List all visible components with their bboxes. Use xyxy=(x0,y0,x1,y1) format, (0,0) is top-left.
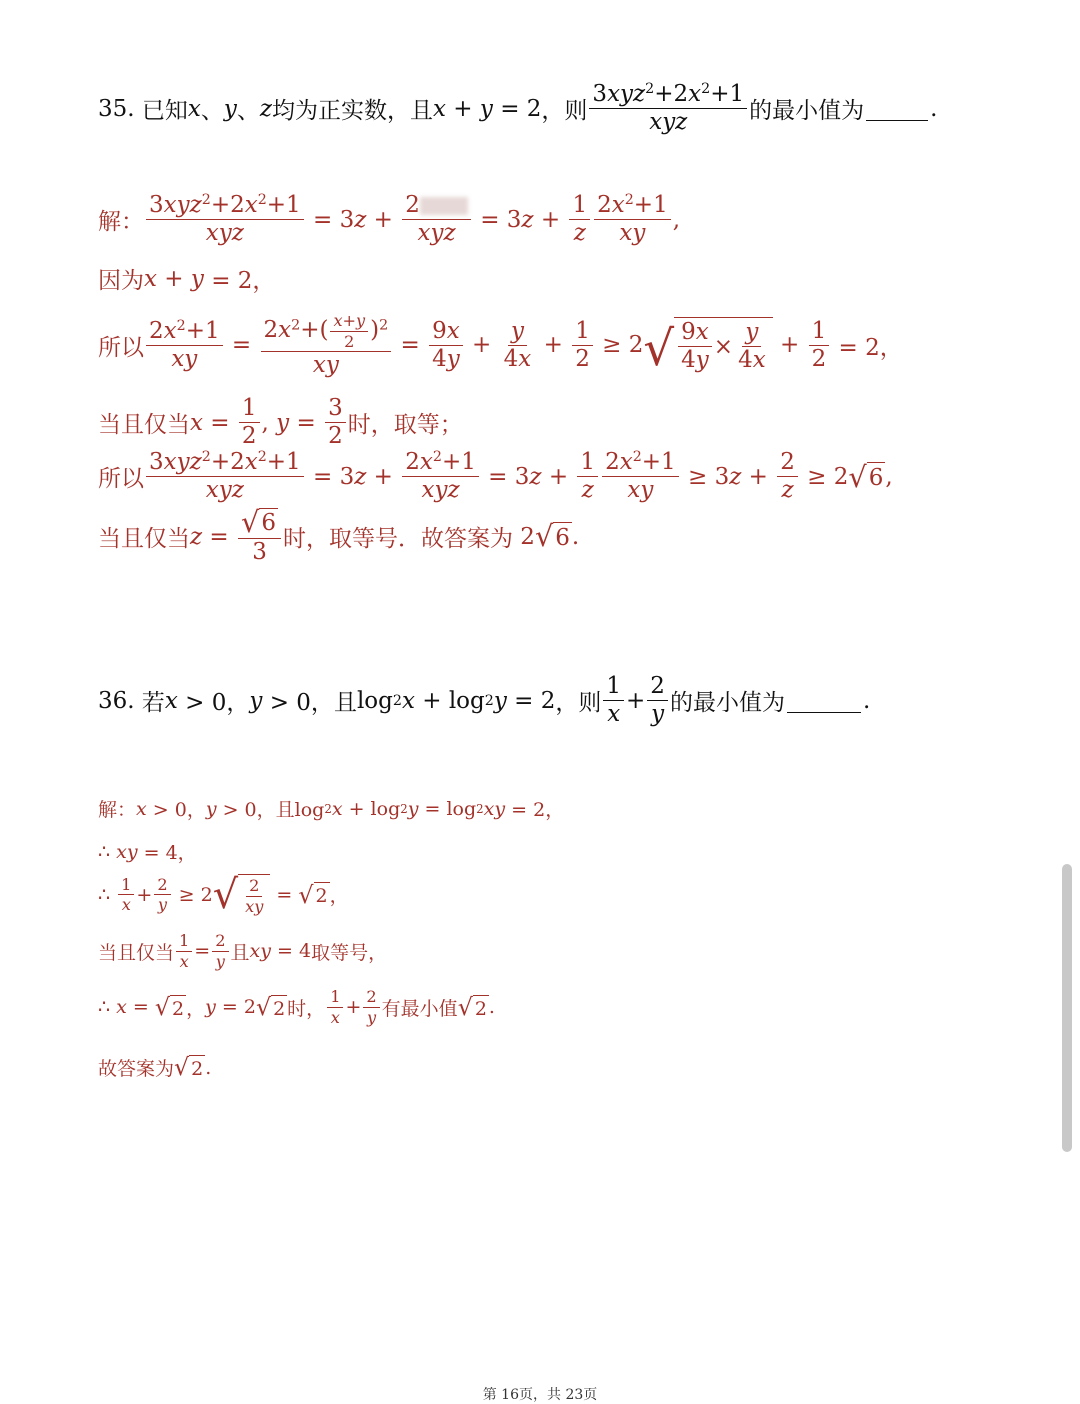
question-text: 的最小值为 xyxy=(749,98,865,125)
solution-text: 当且仅当 xyxy=(98,941,175,964)
scrollbar-thumb[interactable] xyxy=(1062,864,1072,1152)
solution-text: 当且仅当 xyxy=(98,412,190,439)
therefore-symbol: ∴ xyxy=(98,840,111,863)
solution-36-line-6: 故答案为 √ 2 . xyxy=(98,1053,212,1082)
question-text: 均为正实数，且 xyxy=(272,98,433,125)
therefore-symbol: ∴ xyxy=(98,883,111,906)
solution-text: 有最小值 xyxy=(381,997,458,1020)
therefore-symbol: ∴ xyxy=(98,996,111,1019)
solution-35-line-6: 当且仅当 z = √ 6 3 时，取等号．故答案为 2 √ 6 . xyxy=(98,505,580,565)
solution-text: 时，取等； xyxy=(347,412,463,439)
solution-text: 所以 xyxy=(98,334,144,361)
solution-36-line-5: ∴ x = √ 2 ， y = 2 √ 2 时， $\frac{1}{x}$ + $\frac{2}{y}$ 有最小值 √ 2 . xyxy=(98,987,495,1027)
question-number: 35. xyxy=(98,95,135,122)
solution-text: 因为 xyxy=(98,268,144,294)
solution-35-line-5: 所以 $\frac{3xyz^2+2x^2+1}{\text{xyz}}$ = 3 z + $\frac{2x^2+1}{\text{xyz}}$ = 3 z + $\frac{1}{z}$ $\frac{2x^2+1}{xy}$ ≥ 3 z + $\frac{2}{z}$ ≥ 2 √ 6 , xyxy=(98,449,893,504)
question-35: 35. 已知 x 、 y 、 z 均为正实数，且 x + y = 2 ，则 $\frac{3xyz^2+2x^2+1}{\text{xyz}}$ 的最小值为 . xyxy=(98,81,938,136)
solution-36-line-2: ∴ xy = 4， xyxy=(98,840,197,864)
solution-35-line-1: 解： $\frac{3xyz^2+2x^2+1}{\text{xyz}}$ = 3 z + $\frac{2}{\text{xyz}}$ = 3 z + $\frac{1}{z}$ $\frac{2x^2+1}{xy}$ , xyxy=(98,192,681,247)
solution-label: 解： xyxy=(98,799,137,821)
question-text: 且 xyxy=(333,690,357,717)
answer-blank xyxy=(866,97,928,121)
solution-36-line-1: 解： x > 0， y > 0，且log 2 x + log 2 y = log 2 xy = 2， xyxy=(98,795,564,822)
question-number: 36. xyxy=(98,687,135,714)
scrollbar[interactable] xyxy=(1062,864,1072,1152)
question-text: 已知 xyxy=(141,98,188,125)
solution-36-line-3: ∴ $\frac{1}{x}$ + $\frac{2}{y}$ ≥ 2 √ $\frac{2}{xy}$ = √ 2 ， xyxy=(98,871,349,918)
answer-blank xyxy=(787,689,861,713)
question-36: 36. 若 x > 0， y > 0， 且 log 2 x + log 2 y = 2 ，则 $\frac{1}{x}$ + $\frac{2}{y}$ 的最小值为 . xyxy=(98,673,871,728)
solution-35-line-4: 当且仅当 x = $\frac{1}{2}$ , y = $\frac{3}{2}$ 时，取等； xyxy=(98,395,463,450)
solution-35-line-2: 因为 x + y = 2， xyxy=(98,262,275,295)
question-text: ，则 xyxy=(541,98,588,125)
question-fraction: $\frac{3xyz^2+2x^2+1}{\text{xyz}}$ xyxy=(589,82,747,136)
solution-text: 当且仅当 xyxy=(98,526,190,553)
question-text: ，则 xyxy=(555,690,602,717)
page-footer: 第 16页，共 23页 xyxy=(482,1387,598,1403)
solution-text: 所以 xyxy=(98,466,144,493)
solution-text: 且 xyxy=(230,941,250,964)
solution-35-line-3: 所以 $\frac{2x^2+1}{xy}$ = $2x^2+$( $\frac{x+y}{2}$ )$^2$ xy = $\frac{9x}{4y}$ + $\frac{y}{4x}$ + $\frac{1}{2}$ ≥ 2 √ $\frac{9x}{4y}$ × $\frac{y}{4x}$ + $\frac{1}{2}$ = 2， xyxy=(98,311,903,379)
question-text: . xyxy=(862,687,871,714)
solution-text: 故答案为 xyxy=(98,1058,175,1080)
question-text: 的最小值为 xyxy=(669,690,785,717)
blurred-text xyxy=(420,197,468,215)
solution-label: 解： xyxy=(98,209,144,236)
solution-36-line-4: 当且仅当 $\frac{1}{x}$ = $\frac{2}{y}$ 且 xy = 4 取等号， xyxy=(98,931,388,971)
question-text: . xyxy=(930,95,938,122)
question-text: 若 xyxy=(141,690,165,717)
solution-text: 时，取等号．故答案为 xyxy=(283,526,513,553)
solution-text: 取等号， xyxy=(311,941,388,964)
